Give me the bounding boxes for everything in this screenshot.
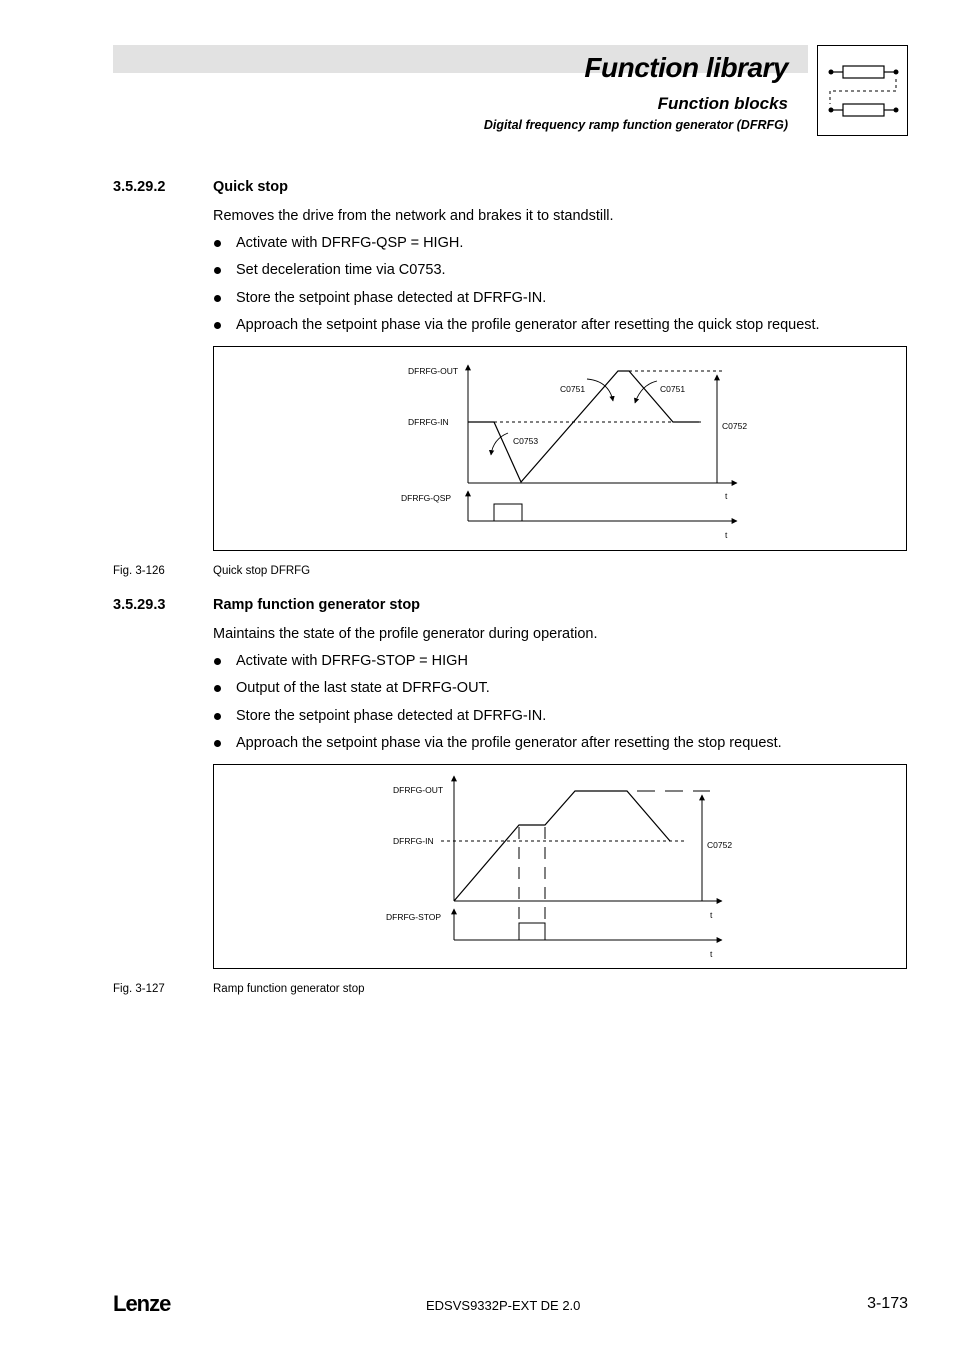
- figure-ramp-stop: [213, 764, 907, 969]
- section-heading: Digital frequency ramp function generator (DFRFG): [483, 118, 788, 132]
- list-item: Activate with DFRFG-STOP = HIGH: [213, 653, 782, 680]
- page-subtitle: Function blocks: [657, 94, 788, 113]
- label-dfrfg-stop: DFRFG-STOP: [386, 912, 442, 922]
- list-item: Activate with DFRFG-QSP = HIGH.: [213, 235, 820, 262]
- section-number: 3.5.29.3: [113, 597, 166, 613]
- label-dfrfg-out: DFRFG-OUT: [408, 366, 459, 376]
- list-item: Approach the setpoint phase via the profile generator after resetting the stop request.: [213, 735, 782, 762]
- label-t-top: t: [710, 910, 713, 920]
- label-t-top: t: [725, 491, 728, 501]
- label-c0751-left: C0751: [560, 384, 586, 394]
- label-dfrfg-in: DFRFG-IN: [408, 417, 449, 427]
- section-number: 3.5.29.2: [113, 179, 166, 195]
- quick-stop-diagram: [214, 347, 905, 549]
- page-title: Function library: [584, 52, 788, 83]
- label-c0752: C0752: [722, 421, 748, 431]
- label-dfrfg-qsp: DFRFG-QSP: [401, 493, 452, 503]
- list-item: Store the setpoint phase detected at DFRFG-IN.: [213, 290, 820, 317]
- bullet-list: [213, 653, 782, 762]
- label-t-bottom: t: [710, 949, 713, 959]
- list-item: Store the setpoint phase detected at DFRFG-IN.: [213, 708, 782, 735]
- section-title: Quick stop: [213, 179, 288, 195]
- function-block-diagram-icon: [817, 45, 908, 136]
- figure-caption: Quick stop DFRFG: [213, 565, 311, 577]
- section-intro: Removes the drive from the network and brakes it to standstill.: [213, 208, 614, 224]
- label-dfrfg-in: DFRFG-IN: [393, 836, 434, 846]
- list-item: Output of the last state at DFRFG-OUT.: [213, 680, 782, 707]
- figure-number: Fig. 3-127: [113, 983, 165, 995]
- figure-number: Fig. 3-126: [113, 565, 165, 577]
- section-intro: Maintains the state of the profile generator during operation.: [213, 626, 598, 642]
- label-c0751-right: C0751: [660, 384, 686, 394]
- label-dfrfg-out: DFRFG-OUT: [393, 785, 444, 795]
- page-number: 3-173: [867, 1295, 908, 1312]
- figure-quick-stop: [213, 346, 907, 551]
- label-t-bottom: t: [725, 530, 728, 540]
- figure-caption: Ramp function generator stop: [213, 983, 365, 995]
- bullet-list: [213, 235, 820, 344]
- list-item: Approach the setpoint phase via the profile generator after resetting the quick stop request.: [213, 317, 820, 344]
- label-c0752: C0752: [707, 840, 733, 850]
- section-title: Ramp function generator stop: [213, 597, 421, 613]
- document-id: EDSVS9332P-EXT DE 2.0: [426, 1298, 581, 1313]
- list-item: Set deceleration time via C0753.: [213, 262, 820, 289]
- ramp-stop-diagram: [214, 765, 905, 967]
- label-c0753: C0753: [513, 436, 539, 446]
- brand-logo: Lenze: [113, 1291, 171, 1316]
